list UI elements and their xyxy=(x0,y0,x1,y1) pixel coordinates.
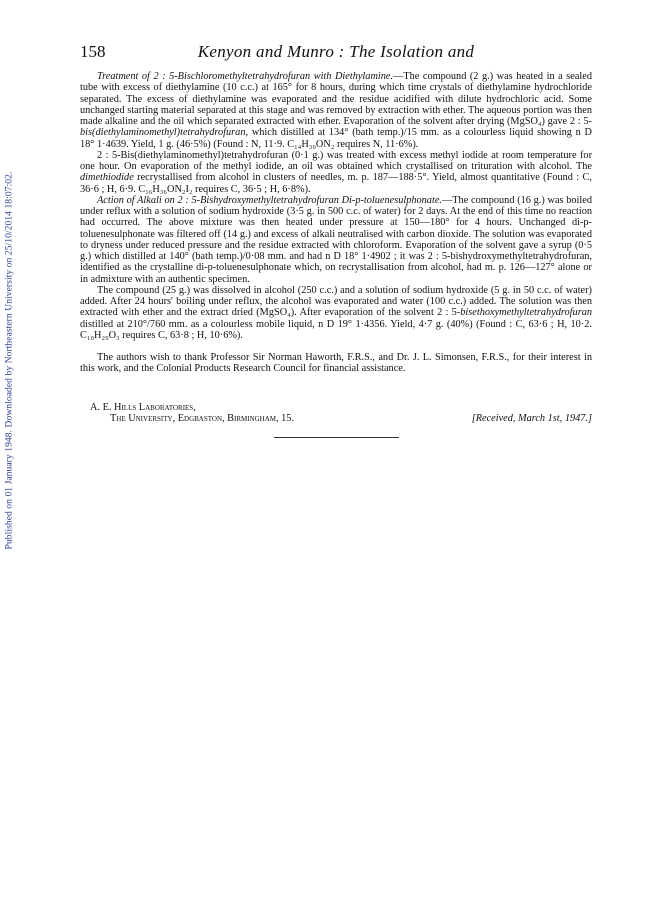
running-title: Kenyon and Munro : The Isolation and xyxy=(197,42,475,61)
download-notice-text: Published on 01 January 1948. Downloaded by Northeastern University on 25/10/2014 18:07:02. xyxy=(3,171,15,549)
page-header xyxy=(80,42,592,64)
paragraph-alkali-action: Action of Alkali on 2 : 5-Bishydroxymethyltetrahydrofuran Di-p-toluenesulphonate.—The compound (16 g.) was boiled under reflux with a solution of sodium hydroxide (3·5 g. in 500 c.c. of water) for 2 days. At the end of this time no reaction had occurred. The above mixture was then heated under pressure at 150—180° for 4 hours. Unchanged di-p-toluenesulphonate was filtered off (14 g.) and excess of alkali neutralised with carbon dioxide. The solution was evaporated to dryness under reduced pressure and the residue extracted with chloroform. Evaporation of the solvent gave a syrup (0·5 g.) which distilled at 140° (bath temp.)/0·08 mm. and had n D 18° 1·4902 ; it was 2 : 5-bishydroxymethyltetrahydrofuran, identified as the crystalline di-p-toluenesulphonate which, on recrystallisation from alcohol, had m. p. 126—127° alone or in admixture with an authentic specimen. xyxy=(80,194,592,285)
page-number: 158 xyxy=(80,42,106,61)
laboratory-name: A. E. Hills Laboratories, xyxy=(90,402,196,413)
paragraph-ethoxymethyl: The compound (25 g.) was dissolved in alcohol (250 c.c.) and a solution of sodium hydroxide (5 g. in 50 c.c. of water) added. After 24 hours' boiling under reflux, the alcohol was evaporated and water (100 c.c.) added. The solution was then extracted with ether and the extract dried (MgSO₄). After evaporation of the solvent 2 : 5-bisethoxymethyltetrahydrofuran distilled at 210°/760 mm. as a colourless mobile liquid, n D 19° 1·4356. Yield, 4·7 g. (40%) (Found : C, 63·6 ; H, 10·2. C₁₀H₂₀O₃ requires C, 63·8 ; H, 10·6%). xyxy=(80,284,592,341)
acknowledgement: The authors wish to thank Professor Sir Norman Haworth, F.R.S., and Dr. J. L. Simonsen, F.R.S., for their interest in this work, and the Colonial Products Research Council for financial assistance. xyxy=(80,352,592,375)
author-address xyxy=(80,402,592,425)
product-name: bisethoxymethyltetrahydrofuran xyxy=(460,307,592,319)
product-name: dimethiodide xyxy=(80,172,134,184)
download-notice xyxy=(2,142,16,578)
product-name: bis(diethylaminomethyl)tetrahydrofuran xyxy=(80,127,246,139)
section-heading: Action of Alkali on 2 : 5-Bishydroxymethyltetrahydrofuran Di-p-toluenesulphonate. xyxy=(97,194,442,206)
university-address: The University, Edgbaston, Birmingham, 15. xyxy=(110,413,295,425)
received-date: [Received, March 1st, 1947.] xyxy=(471,413,592,425)
paragraph-dimethiodide: 2 : 5-Bis(diethylaminomethyl)tetrahydrofuran (0·1 g.) was treated with excess methyl iodide at room temperature for one hour. On evaporation of the methyl iodide, an oil was obtained which crystallised on trituration with alcohol. The dimethiodide recrystallised from alcohol in clusters of needles, m. p. 187—188·5°. Yield, almost quantitative (Found : C, 36·6 ; H, 6·9. C₁₆H₃₆ON₂I₂ requires C, 36·5 ; H, 6·8%). xyxy=(80,149,592,195)
end-rule xyxy=(274,437,399,438)
paragraph-diethylamine: Treatment of 2 : 5-Bischloromethyltetrahydrofuran with Diethylamine.—The compound (2 g.) was heated in a sealed tube with excess of diethylamine (10 c.c.) at 165° for 8 hours, during which time crystals of diethylamine hydrochloride separated. The excess of diethylamine was evaporated and the residue acidified with dilute hydrochloric acid. Some unchanged starting material separated at this stage and was removed by extraction with ether. The aqueous portion was then made alkaline and the oil which separated extracted with ether. Evaporation of the solvent after drying (MgSO₄) gave 2 : 5-bis(diethylaminomethyl)tetrahydrofuran, which distilled at 134° (bath temp.)/15 mm. as a colourless liquid showing n D 18° 1·4639. Yield, 1 g. (46·5%) (Found : N, 11·9. C₁₄H₃₀ON₂ requires N, 11·6%). xyxy=(80,71,592,150)
section-heading: Treatment of 2 : 5-Bischloromethyltetrahydrofuran with Diethylamine. xyxy=(97,71,394,82)
article-body xyxy=(80,71,592,375)
